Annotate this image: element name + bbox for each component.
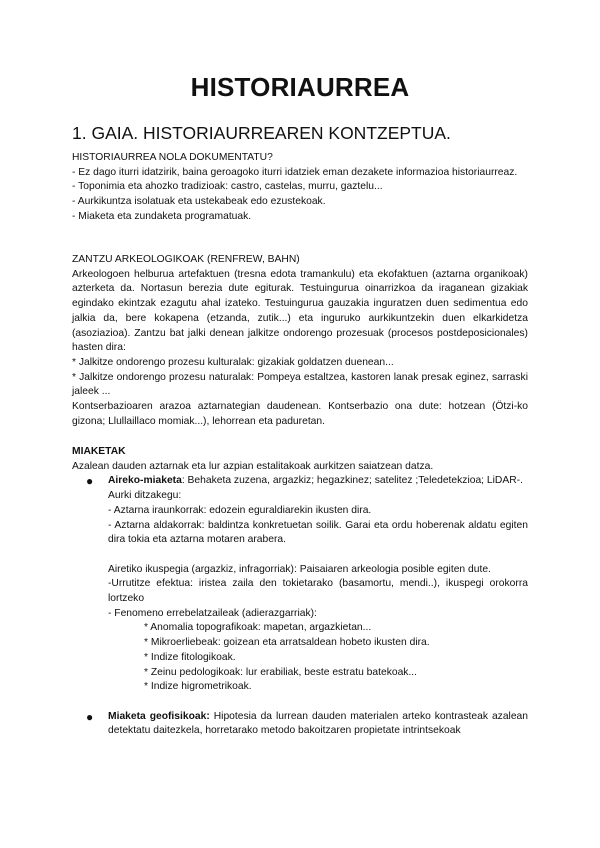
- aireko-sub: - Aztarna aldakorrak: baldintza konkretuetan soilik. Garai eta ordu hoberenak aldatu egiten dira tokia eta aztarna motaren arabera.: [108, 519, 528, 546]
- miaketak-heading: MIAKETAK: [72, 446, 126, 457]
- spacer: [108, 695, 528, 710]
- zantzu-heading: ZANTZU ARKEOLOGIKOAK (RENFREW, BAHN): [72, 254, 300, 265]
- bullet-icon: ●: [86, 709, 94, 724]
- aireko-text: : Behaketa zuzena, argazkiz; hegazkinez; satelitez ;Teledetekzioa; LiDAR-.: [181, 475, 523, 487]
- fenomeno-item: * Zeinu pedologikoak: lur erabiliak, beste estratu batekoak...: [144, 666, 418, 678]
- aireko-sub: Aurki ditzakegu:: [108, 490, 182, 502]
- fenomeno-item: * Mikroerliebeak: goizean eta arratsaldean hobeto ikusten dira.: [144, 637, 430, 649]
- aireko-line: [108, 474, 528, 489]
- list-item-geofisikoak: [72, 710, 528, 739]
- airetiko-line: Airetiko ikuspegia (argazkiz, infragorriak): Paisaiaren arkeologia posible egiten dute.: [108, 563, 491, 575]
- zantzu-item: * Jalkitze ondorengo prozesu kulturalak: gizakiak goldatzen duenean...: [72, 356, 394, 368]
- aireko-sub: - Aztarna iraunkorrak: edozein eguraldiarekin ikusten dira.: [108, 504, 372, 516]
- miaketak-block: [72, 445, 528, 739]
- spacer: [108, 548, 528, 563]
- zantzu-item: * Jalkitze ondorengo prozesu naturalak: Pompeya estaltzea, kastoren lanak presak eginez, sarraski jaleek ...: [72, 371, 528, 398]
- geofisikoak-text: Hipotesia da lurrean dauden materialen arteko kontrasteak azalean detektatu daitezkela, horretarako metodo bakoitzaren propietate intrintsekoak: [108, 710, 529, 737]
- documentation-line: - Aurkikuntza isolatuak eta ustekabeak edo ezustekoak.: [72, 196, 326, 208]
- miaketak-intro: Azalean dauden aztarnak eta lur azpian estalitakoak aurkitzen saiatzean datza.: [72, 460, 434, 472]
- fenomeno-line: - Fenomeno errebelatzaileak (adierazgarriak):: [108, 607, 317, 619]
- zantzu-paragraph: Arkeologoen helburua artefaktuen (tresna edota tramankulu) eta ekofaktuen (aztarna organikoak) azterketa da. Nortasun berezia dute egiturak. Testuingurua oinarrizkoa da iraganean gizakiak egindako ekintzak ezagutu ahal izateko. Testuingurua gauzakia inguratzen duen sedimentua edo jalkia da, bere kokapena (etzanda, zutik...) eta inguruko aurkikuntzekin duen elkarkidetza (asoziazioa). Zantzu bat jalki denean jalkitze ondorengo prozesuak (procesos postdeposicionales) hasten dira:: [72, 268, 528, 354]
- zantzu-block: [72, 253, 528, 429]
- fenomeno-item: * Indize fitologikoak.: [144, 651, 236, 663]
- documentation-subheading: HISTORIAURREA NOLA DOKUMENTATU?: [72, 152, 273, 163]
- fenomeno-item: * Anomalia topografikoak: mapetan, argazkietan...: [144, 622, 372, 634]
- miaketak-list: [72, 474, 528, 739]
- bullet-icon: ●: [86, 474, 94, 489]
- documentation-line: - Miaketa eta zundaketa programatuak.: [72, 210, 252, 222]
- list-item-aireko: [72, 474, 528, 709]
- document-title: HISTORIAURREA: [190, 72, 410, 102]
- geofisikoak-line: [108, 710, 528, 739]
- documentation-line: - Ez dago iturri idatzirik, baina geroagoko iturri idatziek eman dezakete informazioa historiaurreaz.: [72, 166, 518, 178]
- documentation-block: [72, 151, 528, 225]
- geofisikoak-term: Miaketa geofisikoak:: [108, 710, 210, 722]
- urrutitze-line: -Urrutitze efektua: iristea zaila den tokietarako (basamortu, mendi..), ikuspegi orokorra lortzeko: [108, 578, 528, 605]
- zantzu-closing: Kontserbazioaren arazoa aztarnategian daudenean. Kontserbazio ona dute: hotzean (Ötzi-ko gizona; Llullaillaco momiak...), lehorrean eta paduretan.: [72, 401, 528, 427]
- section-heading: 1. GAIA. HISTORIAURREAREN KONTZEPTUA.: [72, 123, 451, 143]
- fenomeno-item: * Indize higrometrikoak.: [144, 681, 252, 693]
- documentation-line: - Toponimia eta ahozko tradizioak: castro, castelas, murru, gaztelu...: [72, 181, 383, 193]
- aireko-term: Aireko-miaketa: [108, 475, 182, 487]
